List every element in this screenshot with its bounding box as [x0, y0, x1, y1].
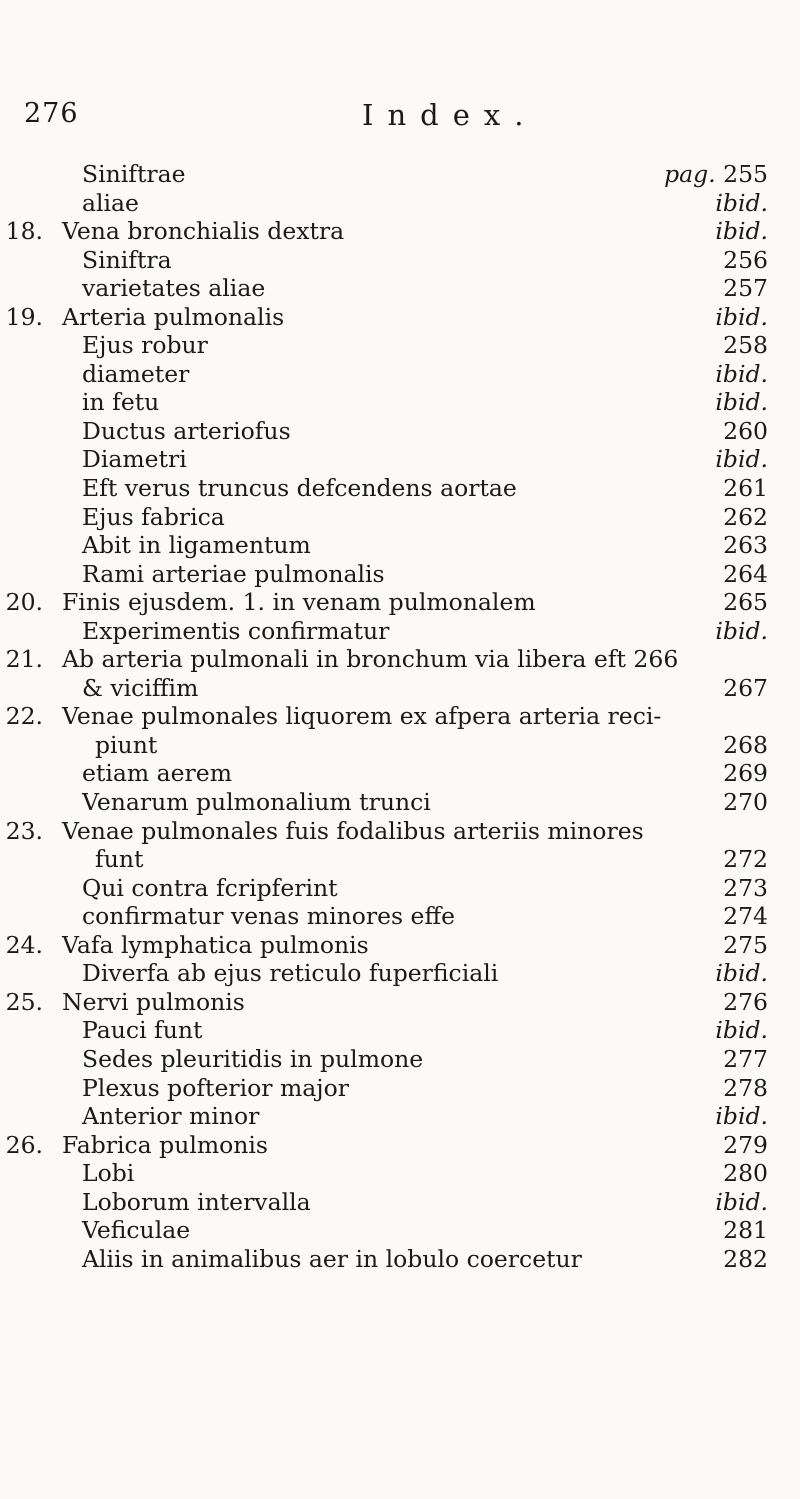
index-entry — [0, 160, 800, 189]
entry-label: Ab arteria pulmonali in bronchum via libera eft 266 — [62, 645, 679, 674]
entry-label: Experimentis confirmatur — [82, 616, 390, 645]
entry-number: 21. — [5, 645, 43, 674]
index-entry — [0, 902, 800, 931]
index-entry — [0, 445, 800, 474]
index-entries — [0, 160, 800, 1273]
entry-page-ref — [723, 417, 768, 446]
entry-page-ref — [723, 759, 768, 788]
entry-label: Eft verus truncus defcendens aortae — [82, 474, 517, 503]
entry-page-ref — [715, 617, 768, 646]
entry-page-ref — [723, 1074, 768, 1103]
entry-label: funt — [95, 845, 144, 874]
entry-label: Siniftra — [82, 245, 172, 274]
entry-page-ref — [723, 474, 768, 503]
index-entry — [0, 988, 800, 1017]
entry-label: Arteria pulmonalis — [62, 302, 285, 331]
entry-page-ref — [664, 160, 768, 189]
page-value: 258 — [723, 331, 768, 360]
entry-label: & viciffim — [82, 673, 199, 702]
entry-page-ref — [715, 303, 768, 332]
entry-label: diameter — [82, 359, 190, 388]
entry-page-ref — [723, 588, 768, 617]
index-entry — [0, 959, 800, 988]
page-value: 269 — [723, 759, 768, 788]
page-value: ibid. — [715, 188, 768, 217]
index-entry — [0, 731, 800, 760]
index-entry — [0, 817, 800, 846]
entry-label: Veficulae — [82, 1216, 191, 1245]
index-entry — [0, 303, 800, 332]
index-entry — [0, 1131, 800, 1160]
entry-label: piunt — [95, 730, 158, 759]
entry-number: 25. — [5, 987, 43, 1016]
page-value: 273 — [723, 873, 768, 902]
entry-label: Ejus fabrica — [82, 502, 225, 531]
entry-page-ref — [723, 731, 768, 760]
entry-label: Plexus pofterior major — [82, 1073, 349, 1102]
index-entry — [0, 874, 800, 903]
index-entry — [0, 759, 800, 788]
entry-page-ref — [723, 1131, 768, 1160]
entry-page-ref — [723, 788, 768, 817]
page-value: 274 — [723, 902, 768, 931]
entry-label: Siniftrae — [82, 160, 186, 188]
entry-number: 24. — [5, 930, 43, 959]
entry-number: 18. — [5, 217, 43, 246]
page-value: ibid. — [715, 445, 768, 474]
page-value: ibid. — [715, 1187, 768, 1216]
entry-page-ref — [723, 1216, 768, 1245]
entry-number: 19. — [5, 302, 43, 331]
entry-label: Venarum pulmonalium trunci — [82, 788, 431, 817]
page-value: ibid. — [715, 388, 768, 417]
page-value: 260 — [723, 416, 768, 445]
index-entry — [0, 274, 800, 303]
index-entry — [0, 1159, 800, 1188]
entry-page-ref — [723, 674, 768, 703]
page-value: 282 — [723, 1244, 768, 1273]
page-value: ibid. — [715, 359, 768, 388]
page-value: 256 — [723, 245, 768, 274]
entry-label: aliae — [82, 188, 139, 217]
entry-page-ref — [723, 246, 768, 275]
index-entry — [0, 331, 800, 360]
entry-label: Venae pulmonales fuis fodalibus arteriis minores — [62, 816, 644, 845]
entry-page-ref — [715, 217, 768, 246]
page-value: 275 — [723, 930, 768, 959]
entry-label: Diverfa ab ejus reticulo fuperficiali — [82, 959, 499, 988]
entry-page-ref — [715, 445, 768, 474]
entry-page-ref — [723, 503, 768, 532]
entry-page-ref — [715, 959, 768, 988]
index-entry — [0, 417, 800, 446]
entry-label: Finis ejusdem. 1. in venam pulmonalem — [62, 588, 536, 617]
entry-page-ref — [715, 360, 768, 389]
entry-label: confirmatur venas minores effe — [82, 902, 456, 931]
page-value: 257 — [723, 274, 768, 303]
index-entry — [0, 388, 800, 417]
entry-label: Ductus arteriofus — [82, 416, 291, 445]
entry-page-ref — [723, 902, 768, 931]
entry-label: Anterior minor — [82, 1102, 260, 1131]
entry-page-ref — [723, 560, 768, 589]
index-entry — [0, 702, 800, 731]
index-entry — [0, 1188, 800, 1217]
entry-label: in fetu — [82, 388, 160, 417]
entry-label: Diametri — [82, 445, 187, 474]
index-entry — [0, 1216, 800, 1245]
index-entry — [0, 674, 800, 703]
entry-label: Venae pulmonales liquorem ex afpera arteria reci- — [62, 702, 662, 731]
running-title: Index. — [362, 98, 538, 132]
entry-page-ref — [715, 189, 768, 218]
entry-page-ref — [723, 874, 768, 903]
entry-label: Pauci funt — [82, 1016, 203, 1045]
entry-page-ref — [715, 1016, 768, 1045]
entry-label: varietates aliae — [82, 274, 266, 303]
entry-page-ref — [715, 1188, 768, 1217]
entry-label: Ejus robur — [82, 331, 208, 360]
entry-page-ref — [723, 1045, 768, 1074]
entry-number: 23. — [5, 816, 43, 845]
entry-label: Aliis in animalibus aer in lobulo coercetur — [82, 1244, 582, 1273]
index-entry — [0, 1045, 800, 1074]
entry-label: etiam aerem — [82, 759, 232, 788]
entry-page-ref — [723, 1159, 768, 1188]
entry-page-ref — [715, 388, 768, 417]
index-entry — [0, 217, 800, 246]
page-value: 265 — [723, 588, 768, 617]
page-value: 270 — [723, 788, 768, 817]
page-value: 262 — [723, 502, 768, 531]
entry-page-ref — [723, 331, 768, 360]
index-entry — [0, 931, 800, 960]
page-value: ibid. — [715, 616, 768, 645]
page-value: ibid. — [715, 302, 768, 331]
index-entry — [0, 503, 800, 532]
page-value: ibid. — [715, 217, 768, 246]
page-value: 255 — [723, 160, 768, 188]
page-header — [24, 98, 744, 138]
page-value: 268 — [723, 730, 768, 759]
index-entry — [0, 560, 800, 589]
index-entry — [0, 1245, 800, 1274]
entry-label: Vena bronchialis dextra — [62, 217, 345, 246]
index-entry — [0, 531, 800, 560]
entry-page-ref — [723, 845, 768, 874]
entry-label: Qui contra fcripferint — [82, 873, 338, 902]
page-value: 276 — [723, 987, 768, 1016]
entry-label: Abit in ligamentum — [82, 531, 311, 560]
page-value: 264 — [723, 559, 768, 588]
entry-label: Sedes pleuritidis in pulmone — [82, 1044, 424, 1073]
page-prefix: pag. — [664, 160, 724, 188]
entry-page-ref — [723, 1245, 768, 1274]
index-entry — [0, 845, 800, 874]
entry-page-ref — [723, 988, 768, 1017]
page-value: 281 — [723, 1216, 768, 1245]
entry-label: Vafa lymphatica pulmonis — [62, 930, 369, 959]
entry-label: Rami arteriae pulmonalis — [82, 559, 385, 588]
page-value: 280 — [723, 1159, 768, 1188]
page-value: 261 — [723, 474, 768, 503]
index-entry — [0, 474, 800, 503]
index-entry — [0, 1102, 800, 1131]
index-entry — [0, 788, 800, 817]
index-entry — [0, 1016, 800, 1045]
entry-label: Lobi — [82, 1159, 135, 1188]
page-value: 277 — [723, 1044, 768, 1073]
entry-page-ref — [723, 531, 768, 560]
entry-page-ref — [723, 931, 768, 960]
entry-label: Nervi pulmonis — [62, 987, 245, 1016]
page-value: 279 — [723, 1130, 768, 1159]
page-value: ibid. — [715, 1016, 768, 1045]
index-entry — [0, 645, 800, 674]
page-value: ibid. — [715, 959, 768, 988]
page-value: 272 — [723, 845, 768, 874]
entry-label: Loborum intervalla — [82, 1187, 311, 1216]
index-entry — [0, 246, 800, 275]
page-value: 267 — [723, 673, 768, 702]
page-value: ibid. — [715, 1102, 768, 1131]
entry-label: Fabrica pulmonis — [62, 1130, 268, 1159]
page-number: 276 — [24, 98, 79, 129]
index-entry — [0, 1074, 800, 1103]
index-entry — [0, 360, 800, 389]
entry-page-ref — [723, 274, 768, 303]
entry-page-ref — [715, 1102, 768, 1131]
entry-number: 22. — [5, 702, 43, 731]
index-entry — [0, 189, 800, 218]
index-entry — [0, 617, 800, 646]
index-entry — [0, 588, 800, 617]
entry-number: 20. — [5, 588, 43, 617]
page-value: 278 — [723, 1073, 768, 1102]
entry-number: 26. — [5, 1130, 43, 1159]
page-value: 263 — [723, 531, 768, 560]
